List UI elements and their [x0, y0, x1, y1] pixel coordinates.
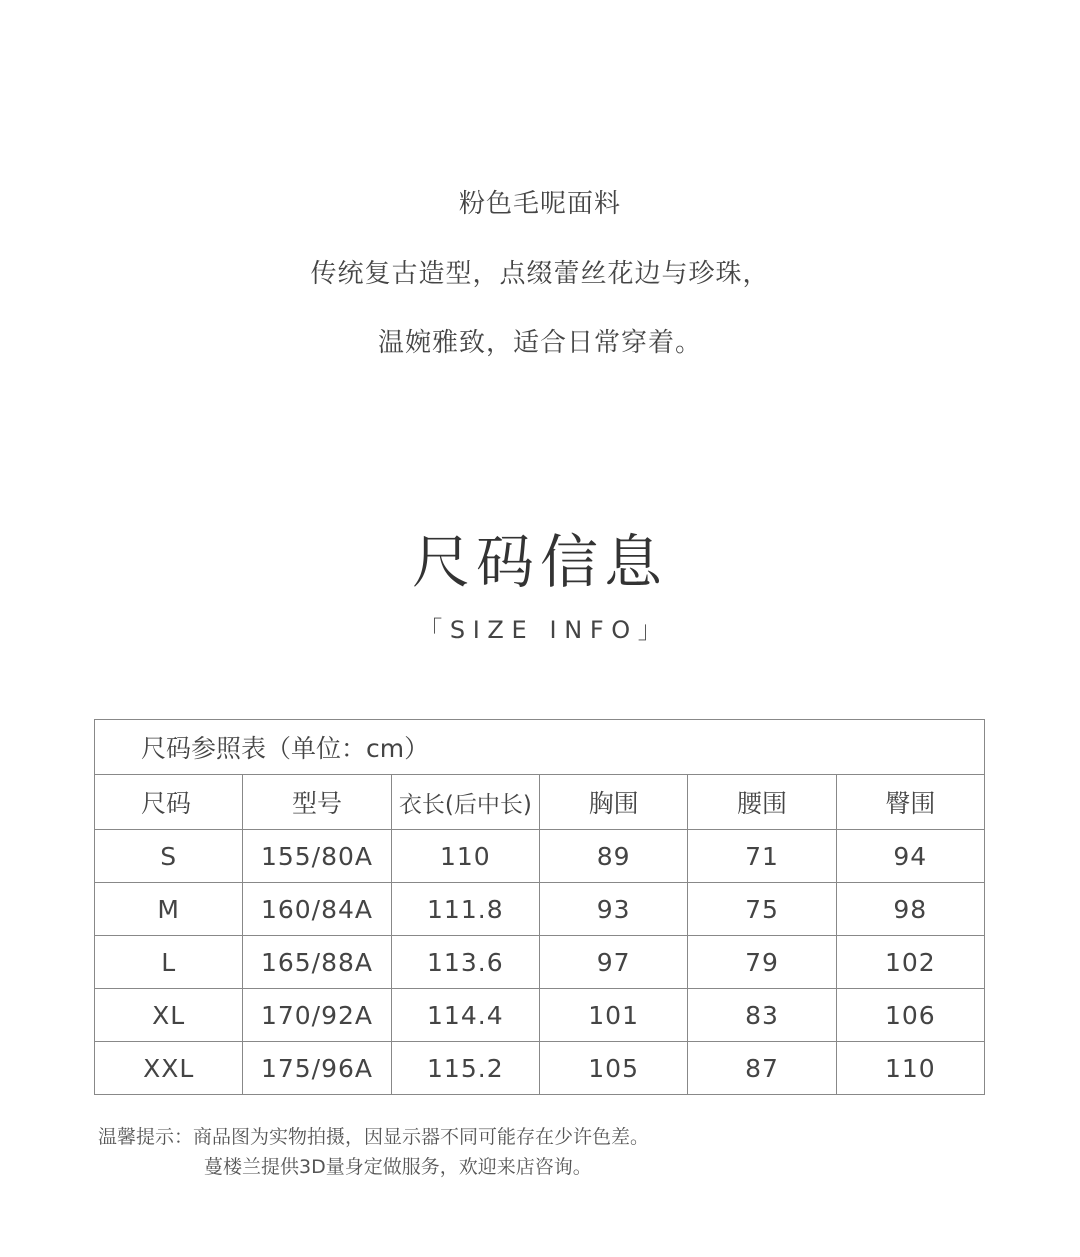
cell-chest: 97: [539, 936, 687, 989]
cell-chest: 101: [539, 989, 687, 1042]
cell-size: M: [95, 883, 243, 936]
cell-model: 165/88A: [243, 936, 391, 989]
header-hip: 臀围: [836, 775, 984, 830]
section-subtitle: 「 S I Z E I N F O 」: [418, 616, 662, 644]
notice-line-1: 商品图为实物拍摄，因显示器不同可能存在少许色差。: [193, 1126, 650, 1148]
table-caption-row: [95, 720, 985, 775]
table-row: [95, 989, 985, 1042]
cell-length: 110: [391, 830, 539, 883]
notice-line-2: 蔓楼兰提供3D量身定做服务，欢迎来店咨询。: [204, 1156, 592, 1178]
header-waist: 腰围: [688, 775, 836, 830]
table-row: [95, 830, 985, 883]
cell-chest: 105: [539, 1042, 687, 1095]
table-row: [95, 883, 985, 936]
cell-waist: 79: [688, 936, 836, 989]
header-size: 尺码: [95, 775, 243, 830]
cell-model: 160/84A: [243, 883, 391, 936]
cell-waist: 87: [688, 1042, 836, 1095]
table-caption: 尺码参照表（单位：cm）: [95, 720, 985, 775]
description-line-2: 传统复古造型，点缀蕾丝花边与珍珠，: [310, 259, 770, 289]
table-header-row: [95, 775, 985, 830]
table-row: [95, 936, 985, 989]
cell-length: 115.2: [391, 1042, 539, 1095]
cell-waist: 71: [688, 830, 836, 883]
cell-size: XXL: [95, 1042, 243, 1095]
cell-size: S: [95, 830, 243, 883]
header-model: 型号: [243, 775, 391, 830]
header-chest: 胸围: [539, 775, 687, 830]
cell-chest: 93: [539, 883, 687, 936]
description-line-3: 温婉雅致，适合日常穿着。: [377, 328, 702, 358]
cell-model: 170/92A: [243, 989, 391, 1042]
cell-hip: 94: [836, 830, 984, 883]
section-title: 尺码信息: [411, 528, 668, 596]
cell-hip: 98: [836, 883, 984, 936]
cell-model: 155/80A: [243, 830, 391, 883]
notice: [98, 1122, 649, 1182]
header-length: 衣长(后中长): [391, 775, 539, 830]
notice-label: 温馨提示：: [98, 1126, 194, 1148]
cell-size: L: [95, 936, 243, 989]
cell-hip: 110: [836, 1042, 984, 1095]
cell-hip: 106: [836, 989, 984, 1042]
cell-size: XL: [95, 989, 243, 1042]
size-chart-table: [94, 719, 985, 1095]
cell-model: 175/96A: [243, 1042, 391, 1095]
cell-chest: 89: [539, 830, 687, 883]
description-line-1: 粉色毛呢面料: [458, 189, 621, 219]
cell-length: 114.4: [391, 989, 539, 1042]
cell-length: 113.6: [391, 936, 539, 989]
cell-hip: 102: [836, 936, 984, 989]
cell-waist: 75: [688, 883, 836, 936]
table-row: [95, 1042, 985, 1095]
cell-waist: 83: [688, 989, 836, 1042]
cell-length: 111.8: [391, 883, 539, 936]
